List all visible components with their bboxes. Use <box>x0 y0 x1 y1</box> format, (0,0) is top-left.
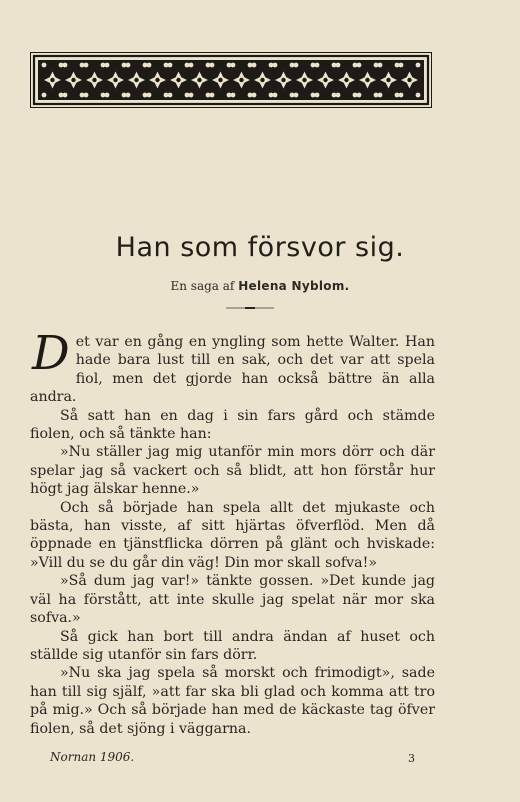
story-body <box>30 326 435 738</box>
author-name: Helena Nyblom. <box>238 279 350 293</box>
story-byline <box>0 279 520 293</box>
paragraph: »Nu ska jag spela så morskt och frimodigt», sade han till sig själf, »att far ska bli glad och komma att tro på mig.» Och så började han med de käckaste tag öfver fiolen, så det sjöng i väggarna. <box>30 665 435 737</box>
paragraph: »Så dum jag var!» tänkte gossen. »Det kunde jag väl ha förstått, att inte skulle jag spelat när mor ska sofva.» <box>30 573 435 627</box>
paragraph: Och så började han spela allt det mjukaste och bästa, han visste, af sitt hjärtas öfverflöd. Men då öppnade en tjänstflicka dörren på glänt och hviskade: »Vill du se du går din väg! Din mor skall sofva!» <box>30 499 435 571</box>
ornamental-divider <box>226 307 274 309</box>
byline-prefix: En saga af <box>170 279 235 293</box>
paragraph: »Nu ställer jag mig utanför min mors dörr och där spelar jag så vackert och så blidt, att hon förstår hur högt jag älskar henne.» <box>30 444 435 498</box>
paragraph-text: et var en gång en yngling som hette Walter. Han hade bara lust till en sak, och det var att spela fiol, men det gjorde han också bättre än alla andra. <box>30 334 435 406</box>
journal-source: Nornan 1906. <box>50 750 135 764</box>
paragraph: Så satt han en dag i sin fars gård och stämde fiolen, och så tänkte han: <box>30 407 435 443</box>
ornament-pattern <box>30 52 432 108</box>
decorative-header-border <box>30 52 432 108</box>
paragraph <box>30 326 435 407</box>
paragraph: Så gick han bort till andra ändan af huset och ställde sig utanför sin fars dörr. <box>30 628 435 663</box>
page-number: 3 <box>408 752 415 765</box>
drop-cap: D <box>32 326 70 381</box>
story-title: Han som försvor sig. <box>115 232 405 263</box>
